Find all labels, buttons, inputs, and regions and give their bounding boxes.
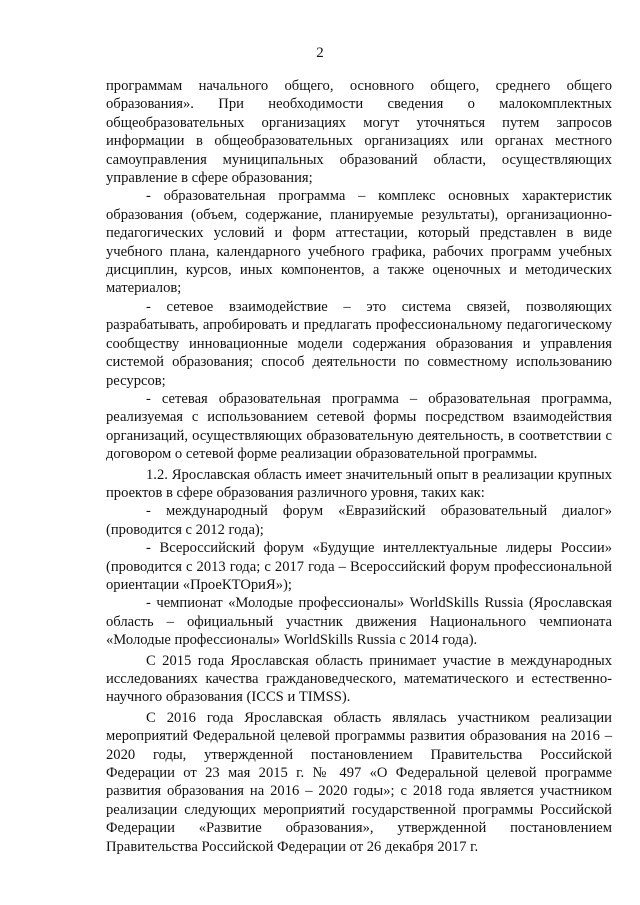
paragraph-international-studies: С 2015 года Ярославская область принимает участие в международных исследованиях качества граждановедческого, математического и естественно-научного образования (ICCS и TIMSS). bbox=[106, 652, 612, 706]
paragraph-worldskills: - чемпионат «Молодые профессионалы» WorldSkills Russia (Ярославская область – официальный участник движения Национального чемпионата «Молодые профессионалы» WorldSkills Russia с 2014 года). bbox=[106, 595, 612, 649]
paragraph-eurasian-forum: - международный форум «Евразийский образовательный диалог» (проводится с 2012 года); bbox=[106, 503, 612, 538]
page-number: 2 bbox=[316, 45, 324, 61]
paragraph-educational-program: - образовательная программа – комплекс основных характеристик образования (объем, содержание, планируемые результаты), организационно-педагогических условий и форм аттестации, который представлен в виде учебного плана, календарного учебного графика, рабочих программ учебных дисциплин, курсов, иных компонентов, а также оценочных и методических материалов; bbox=[106, 188, 612, 297]
paragraph-network-interaction: - сетевое взаимодействие – это система связей, позволяющих разрабатывать, апробировать и предлагать профессиональному педагогическому сообществу инновационные модели содержания образования и управления системой образования; способ деятельности по совместному использованию ресурсов; bbox=[106, 298, 612, 389]
paragraph-network-program: - сетевая образовательная программа – образовательная программа, реализуемая с использованием сетевой формы посредством взаимодействия организаций, осуществляющих образовательную деятельность, в соответствии с договором о сетевой форме реализации образовательной программы. bbox=[106, 390, 612, 463]
paragraph-intro-continuation: программам начального общего, основного общего, среднего общего образования». При необходимости сведения о малокомплектных общеобразовательных организациях могут уточняться путем запросов информации в общеобразовательных организациях или органах местного самоуправления муниципальных образований области, осуществляющих управление в сфере образования; bbox=[106, 78, 612, 187]
paragraph-federal-program: С 2016 года Ярославская область являлась участником реализации мероприятий Федеральной целевой программы развития образования на 2016 – 2020 годы, утвержденной постановлением Правительства Российской Федерации от 23 мая 2015 г. № 497 «О Федеральной целевой программе развития образования на 2016 – 2020 годы»; с 2018 года является участником реализации следующих мероприятий государственной программы Российской Федерации «Развитие образования», утвержденной постановлением Правительства Российской Федерации от 26 декабря 2017 г. bbox=[106, 709, 612, 855]
paragraph-leaders-forum: - Всероссийский форум «Будущие интеллектуальные лидеры России» (проводится с 2013 года; с 2017 года – Всероссийский форум профессиональной ориентации «ПроеКТОриЯ»); bbox=[106, 540, 612, 593]
document-body bbox=[106, 77, 612, 856]
paragraph-section-1-2: 1.2. Ярославская область имеет значительный опыт в реализации крупных проектов в сфере образования различного уровня, таких как: bbox=[106, 466, 612, 501]
